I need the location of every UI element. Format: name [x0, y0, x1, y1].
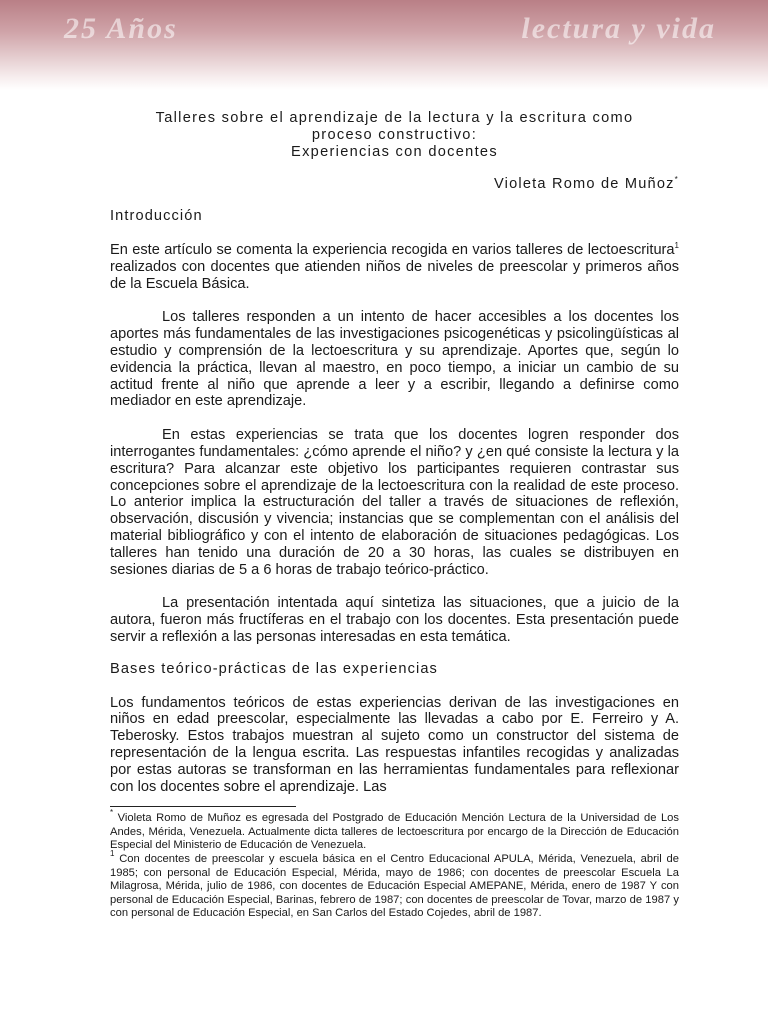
- title-line-3: Experiencias con docentes: [291, 143, 498, 160]
- title-line-1: Talleres sobre el aprendizaje de la lectura y la escritura como: [155, 110, 634, 126]
- footnote-divider: [110, 806, 296, 807]
- paragraph-2: Los talleres responden a un intento de hacer accesibles a los docentes los aportes más fundamentales de las investigaciones psicogenéticas y psicolingüísticas al estudio y comprensión de la lectoescritura y su aprendizaje. Aportes que, según lo evidencia la práctica, llevan al maestro, en poco tiempo, a iniciar un cambio de su actitud frente al niño que aprende a leer y a escribir, llegando a definirse como mediador en este aprendizaje.: [110, 309, 679, 410]
- footnote-author-text: Violeta Romo de Muñoz es egresada del Postgrado de Educación Mención Lectura de la Universidad de Los Andes, Mérida, Venezuela. Actualmente dicta talleres de lectoescritura por encargo de la Dirección de Educación Especial del Ministerio de Educación de Venezuela.: [110, 812, 679, 852]
- paragraph-3: En estas experiencias se trata que los docentes logren responder dos interrogantes fundamentales: ¿cómo aprende el niño? y ¿en qué consiste la lectura y la escritura? Para alcanzar este objetivo los participantes requieren contrastar sus concepciones sobre el aprendizaje de la lectoescritura con la realidad de este proceso. Lo anterior implica la estructuración del taller a través de situaciones de reflexión, observación, discusión y vivencia; instancias que se complementan con el análisis del material bibliográfico y con el intento de elaboración de situaciones pedagógicas. Los talleres han tenido una duración de 20 a 30 horas, las cuales se distribuyen en sesiones diarias de 5 a 6 horas de trabajo teórico-práctico.: [110, 427, 679, 578]
- footnote-author-mark: *: [110, 808, 114, 818]
- paragraph-5: Los fundamentos teóricos de estas experiencias derivan de las investigaciones en niños en edad preescolar, especialmente las llevadas a cabo por E. Ferreiro y A. Teberosky. Estos trabajos muestran al sujeto como un constructor del sistema de representación de la lengua escrita. Las respuestas infantiles recogidas y analizadas por estas autoras se transforman en las herramientas fundamentales para reflexionar con los docentes sobre el aprendizaje. Las: [110, 694, 679, 795]
- footnote-ref-1: 1: [674, 240, 679, 250]
- footnote-1: [110, 849, 679, 921]
- paragraph-4: La presentación intentada aquí sintetiza las situaciones, que a juicio de la autora, fueron más fructíferas en el trabajo con los docentes. Esta presentación puede servir a reflexión a las personas interesadas en esta temática.: [110, 595, 679, 645]
- paragraph-1: [110, 242, 679, 292]
- paragraph-1-text-a: En este artículo se comenta la experiencia recogida en varios talleres de lectoescritura: [110, 241, 675, 258]
- paragraph-1-text-b: realizados con docentes que atienden niños de niveles de preescolar y primeros años de la Escuela Básica.: [110, 258, 679, 292]
- author-line: [110, 176, 679, 193]
- footnote-1-text: Con docentes de preescolar y escuela básica en el Centro Educacional APULA, Mérida, Venezuela, abril de 1985; con personal de Educación Especial, Mérida, mayo de 1986; con docentes de preescolar Escuela La Milagrosa, Mérida, julio de 1986, con docentes de Educación Especial AMEPANE, Mérida, enero de 1987 Y con personal de Educación Especial, Barinas, febrero de 1987; con docentes de preescolar de Tovar, marzo de 1987 y con personal de Educación Especial, en San Carlos del Estado Cojedes, abril de 1987.: [110, 853, 679, 920]
- section-heading-introduction: Introducción: [110, 208, 203, 225]
- footnote-author: [110, 808, 679, 853]
- author-name: Violeta Romo de Muñoz: [493, 176, 675, 193]
- article-body: [110, 110, 679, 921]
- author-footnote-mark: *: [674, 175, 679, 185]
- footnotes: [110, 808, 679, 921]
- title-line-2: proceso constructivo:: [311, 126, 478, 143]
- footnote-1-mark: 1: [110, 849, 115, 859]
- section-heading-bases: Bases teórico-prácticas de las experiencias: [110, 660, 438, 677]
- banner-journal-name: lectura y vida: [521, 12, 716, 45]
- article-title: [110, 110, 679, 160]
- banner-anniversary-text: 25 Años: [64, 12, 178, 45]
- header-banner: [0, 0, 768, 90]
